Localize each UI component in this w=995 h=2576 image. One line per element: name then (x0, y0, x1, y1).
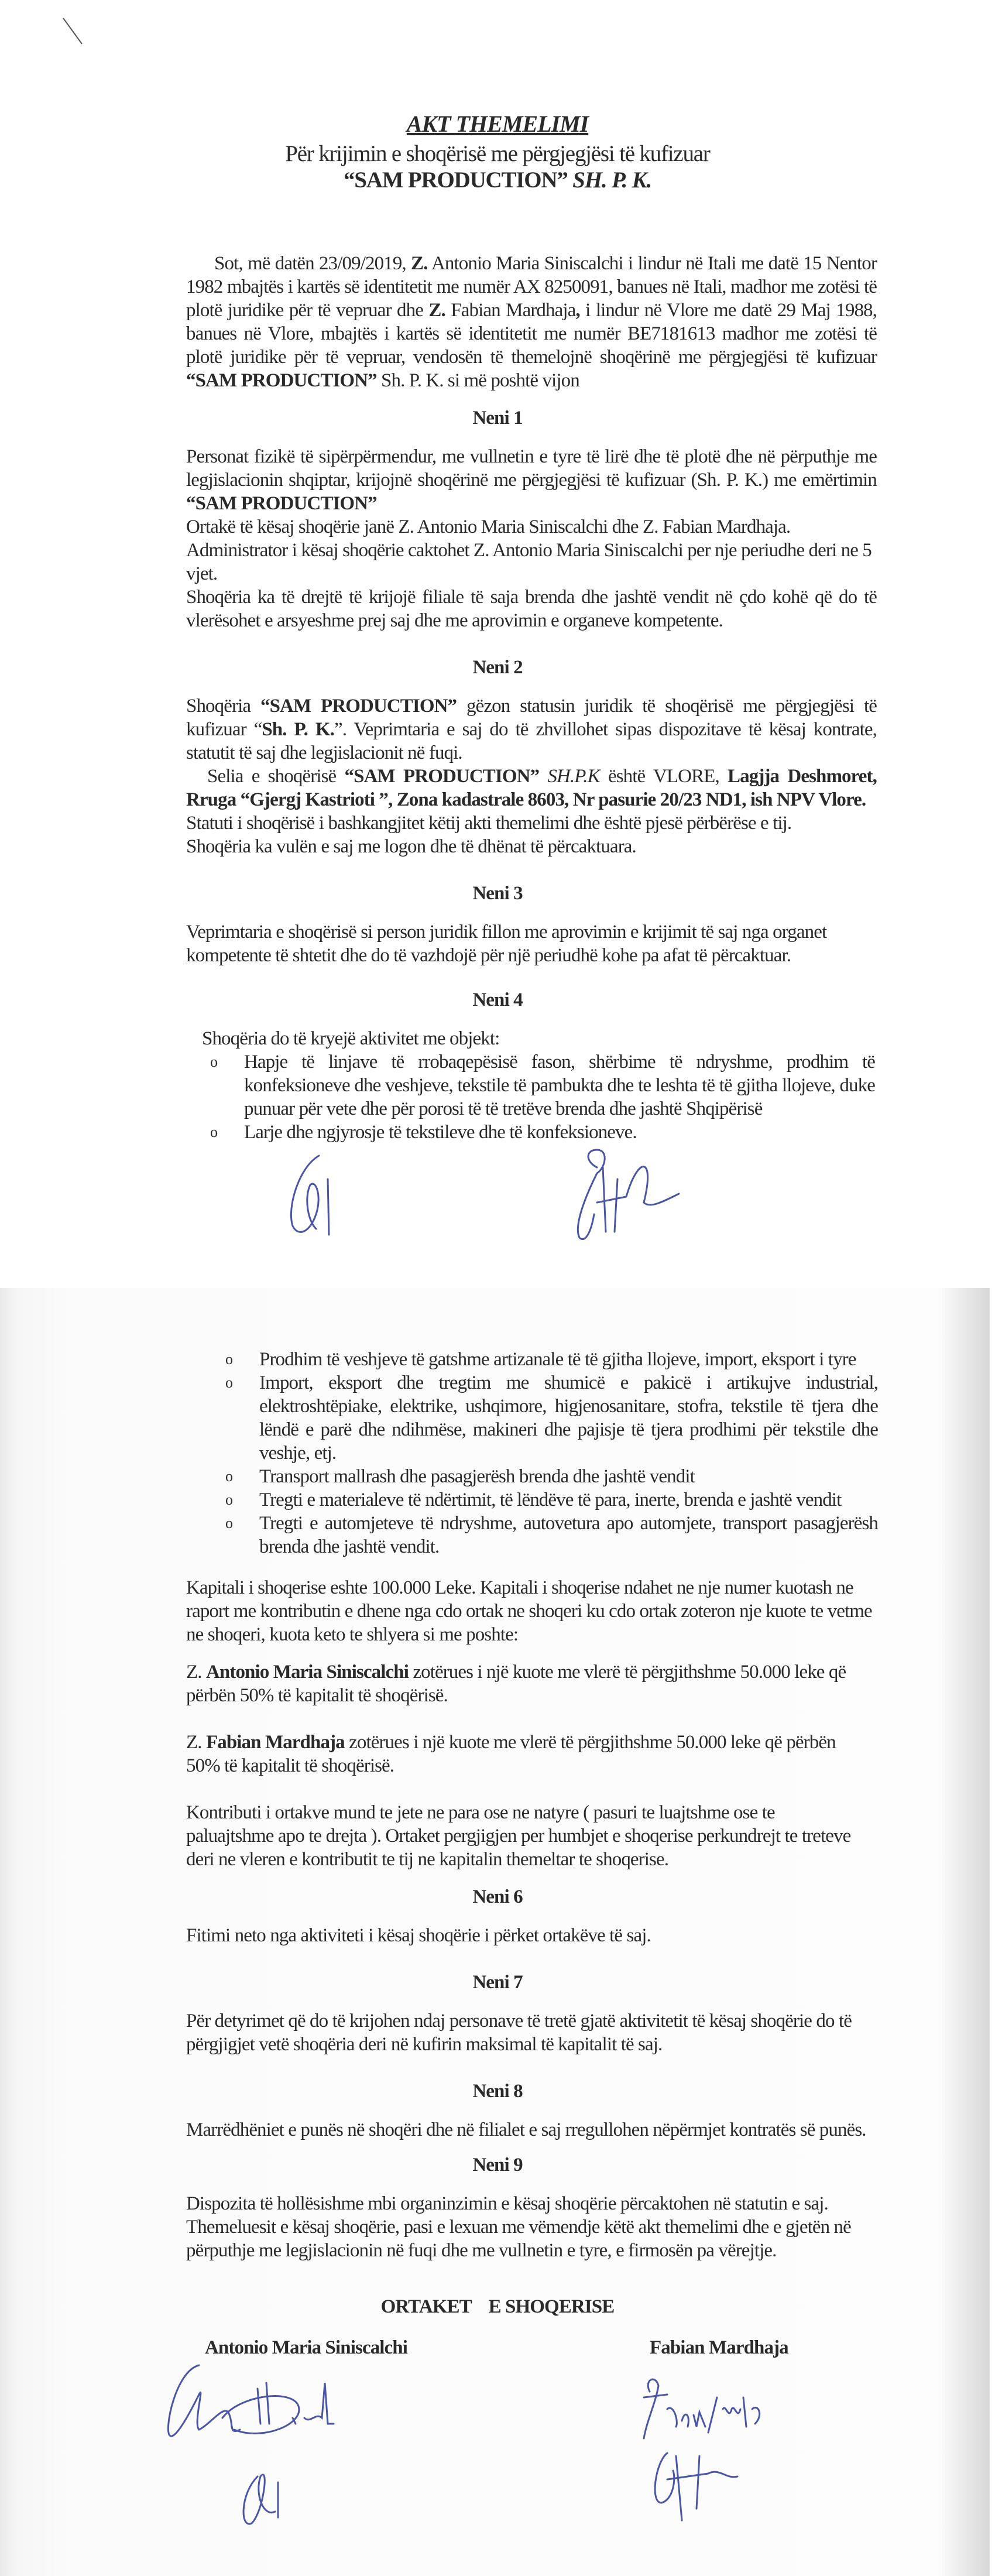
article-heading: Neni 4 (472, 989, 523, 1010)
bullet-icon: o (225, 1515, 233, 1532)
text: Sh. P. K. (262, 719, 334, 740)
text: Shoqëria (186, 696, 260, 717)
share-fabian (186, 1731, 848, 1777)
article-1-body (186, 445, 877, 632)
article-heading: Neni 6 (472, 1886, 523, 1907)
partner-name-2: Fabian Mardhaja (650, 2337, 788, 2358)
text: gëzon statusin juridik të shoqërisë me përgjegjësi të kufizuar “ (186, 696, 877, 740)
company-name: “SAM PRODUCTION” (343, 167, 568, 193)
paragraph (186, 765, 877, 811)
paragraph: Administrator i kësaj shoqërie caktohet Z. Antonio Maria Siniscalchi per nje periudhe deri ne 5 vjet. (186, 540, 872, 584)
bullet-icon: o (225, 1468, 233, 1485)
text: “SAM PRODUCTION” (344, 766, 540, 787)
paragraph: Marrëdhëniet e punës në shoqëri dhe në filialet e saj rregullohen nëpërmjet kontratës së punës. (186, 2119, 866, 2140)
text: Sot, më datën 23/09/2019, (214, 253, 411, 274)
partner-name-1: Antonio Maria Siniscalchi (205, 2337, 408, 2358)
text: Fabian Mardhaja (205, 1732, 345, 1753)
signature-fabian (620, 2368, 796, 2532)
article-heading: Neni 1 (472, 407, 523, 429)
page-1-initials (0, 1150, 995, 1244)
paragraph: Dispozita të hollësishme mbi organinzimin e kësaj shoqërie përcaktohen në statutin e saj. Themeluesit e kësaj shoqërie, pasi e lexuan me vëmendje këtë akt themelimi dhe e gjetën në përputhje me legjislacionin në fuqi dhe me vullnetin e tyre, e firmosën pa vërejtje. (186, 2193, 851, 2261)
text: Transport mallrash dhe pasagjerësh brenda dhe jashtë vendit (259, 1466, 695, 1487)
text: Larje dhe ngjyrosje të tekstileve dhe të konfeksioneve. (244, 1122, 637, 1143)
paragraph: Shoqëria ka vulën e saj me logon dhe të dhënat të përcaktuara. (186, 836, 636, 857)
text: Z. (186, 1662, 206, 1683)
text: Import, eksport dhe tregtim me shumicë e pakicë i artikujve industrial, elektroshtëpiake, elektrike, ushqimore, higjenosanitare, stofra, tekstile të tjera dhe lëndë e parë dhe ndihmëse, makineri dhe pajisje të tjera prodhimi për tekstile dhe veshje, etj. (259, 1372, 878, 1464)
article-heading: Neni 7 (472, 1972, 523, 1993)
document-page-2 (0, 1288, 995, 2576)
text: zotërues i një kuote me vlerë të përgjithshme 50.000 leke që përbën 50% të kapitalit të shoqërisë. (186, 1732, 836, 1776)
text: SH.P.K (539, 766, 600, 787)
bullet-icon: o (210, 1053, 218, 1070)
paragraph: Shoqëria do të kryejë aktivitet me objekt: (202, 1028, 500, 1049)
list-item (225, 1512, 878, 1558)
initials-signature-2 (562, 1144, 702, 1244)
text: Lagjja Deshmoret, Rruga “Gjergj Kastrioti ”, Zona kadastrale 8603, Nr pasurie 20/23 ND1, ish NPV Vlore. (186, 766, 877, 810)
share-antonio (186, 1660, 880, 1707)
list-item (225, 1488, 878, 1512)
text: është VLORE, (599, 766, 728, 787)
list-item (225, 1348, 878, 1371)
list-item (225, 1465, 878, 1488)
paragraph: Fitimi neto nga aktiviteti i kësaj shoqërie i përket ortakëve të saj. (186, 1925, 651, 1946)
document-subtitle: Për krijimin e shoqërisë me përgjegjësi të kufizuar (285, 141, 710, 166)
text: “SAM PRODUCTION” (260, 696, 457, 717)
text: Tregti e automjeteve të ndryshme, autovetura apo automjete, transport pasagjerësh brenda dhe jashtë vendit. (259, 1513, 878, 1557)
text: zotërues i një kuote me vlerë të përgjithshme 50.000 leke që përbën 50% të kapitalit të shoqërisë. (186, 1662, 846, 1706)
text: Z. (411, 253, 428, 274)
text: , (575, 300, 580, 321)
text: Antonio Maria Siniscalchi (205, 1662, 409, 1683)
scan-mark (59, 15, 94, 50)
text: Hapje të linjave të rrobaqepësisë fason, shërbime të ndryshme, prodhim të konfeksioneve dhe veshjeve, tekstile të pambukta dhe te leshta të të gjitha llojeve, duke punuar për vete dhe për porosi të të tretëve brenda dhe jashtë Shqipërisë (244, 1051, 875, 1119)
text: Prodhim të veshjeve të gatshme artizanale të të gjitha llojeve, import, eksport i tyre (259, 1349, 856, 1370)
paragraph (186, 694, 877, 765)
text: Z. (428, 300, 445, 321)
article-heading: Neni 9 (472, 2154, 523, 2176)
capital-paragraph: Kapitali i shoqerise eshte 100.000 Leke. Kapitali i shoqerise ndahet ne nje numer kuotash ne raport me kontributin e dhene nga cdo ortak ne shoqeri ku cdo ortak zoteron nje kuote te vetme ne shoqeri, kuota keto te shlyera si me poshte: (186, 1577, 872, 1645)
article-4-body (202, 1027, 875, 1144)
initials-signature-1 (275, 1150, 363, 1238)
text: Personat fizikë të sipërpërmendur, me vullnetin e tyre të lirë dhe të plotë dhe në përputhje me legjislacionin shqiptar, krijojnë shoqërinë me përgjegjësi të kufizuar (Sh. P. K.) me emërtimin (186, 446, 877, 491)
text: “SAM PRODUCTION” (186, 493, 377, 514)
article-heading: Neni 8 (472, 2081, 523, 2102)
text: Z. (186, 1732, 206, 1753)
bullet-icon: o (225, 1374, 233, 1391)
article-4-continued (225, 1348, 878, 1558)
signature-antonio (158, 2359, 351, 2529)
partners-heading: ORTAKET E SHOQERISE (380, 2296, 615, 2317)
list-item (210, 1121, 875, 1144)
text: Sh. P. K. si më poshtë vijon (376, 370, 579, 391)
text: i lindur në Vlore me datë 29 Maj 1988, banues në Vlore, mbajtës i kartës së identitetit me numër BE7181613 madhor me zotësi të plotë juridike për të vepruar, vendosën të themelojnë shoqërinë me përgjegjësi të kufizuar (186, 300, 877, 368)
text: Antonio Maria Siniscalchi i lindur në Itali me datë 15 Nentor 1982 mbajtës i kartës së identitetit me numër AX 8250091, banues në Itali, madhor me zotësi të plotë juridike për të vepruar dhe (186, 253, 877, 321)
company-suffix: SH. P. K. (567, 167, 652, 193)
document-title: AKT THEMELIMI (406, 111, 589, 137)
signature-area (0, 2359, 995, 2535)
bullet-icon: o (210, 1123, 218, 1140)
article-2-body (186, 694, 877, 858)
activity-list (210, 1050, 875, 1144)
paragraph: Statuti i shoqërisë i bashkangjitet këtij akti themelimi dhe është pjesë përbërëse e tij. (186, 813, 792, 834)
paragraph: Për detyrimet që do të krijohen ndaj personave të tretë gjatë aktivitetit të kësaj shoqërie do të përgjigjet vetë shoqëria deri në kufirin maksimal të kapitalit të saj. (186, 2010, 852, 2055)
text: ”. Veprimtaria e saj do të zhvillohet sipas dispozitave të kësaj kontrate, statutit të saj dhe legjislacionit në fuqi. (186, 719, 877, 763)
contribution-paragraph: Kontributi i ortakve mund te jete ne para ose ne natyre ( pasuri te luajtshme ose te paluajtshme apo te drejta ). Ortaket pergjigjen per humbjet e shoqerise perkundrejt te treteve deri ne vleren e kontributit te tij ne kapitalin themeltar te shoqerise. (186, 1802, 851, 1870)
text: “SAM PRODUCTION” (186, 370, 377, 391)
intro-paragraph (186, 252, 877, 392)
bullet-icon: o (225, 1351, 233, 1368)
text: Tregti e materialeve të ndërtimit, të lëndëve të para, inerte, brenda e jashtë vendit (259, 1489, 842, 1510)
text: Fabian Mardhaja (445, 300, 576, 321)
paragraph (186, 445, 877, 515)
article-heading: Neni 2 (472, 657, 523, 678)
article-heading: Neni 3 (472, 883, 523, 904)
list-item (210, 1050, 875, 1121)
list-item (225, 1371, 878, 1465)
paragraph: Shoqëria ka të drejtë të krijojë filiale të saja brenda dhe jashtë vendit në çdo kohë që do të vlerësohet e arsyeshme prej saj dhe me aprovimin e organeve kompetente. (186, 587, 877, 631)
text: Selia e shoqërisë (207, 766, 345, 787)
bullet-icon: o (225, 1491, 233, 1508)
company-name-heading (0, 167, 995, 193)
paragraph: Veprimtaria e shoqërisë si person juridik fillon me aprovimin e krijimit të saj nga organet kompetente të shtetit dhe do të vazhdojë për një periudhë kohe pa afat të përcaktuar. (186, 922, 827, 966)
paragraph: Ortakë të kësaj shoqërie janë Z. Antonio Maria Siniscalchi dhe Z. Fabian Mardhaja. (186, 516, 791, 537)
partner-names (0, 2336, 995, 2359)
activity-list (225, 1348, 878, 1558)
